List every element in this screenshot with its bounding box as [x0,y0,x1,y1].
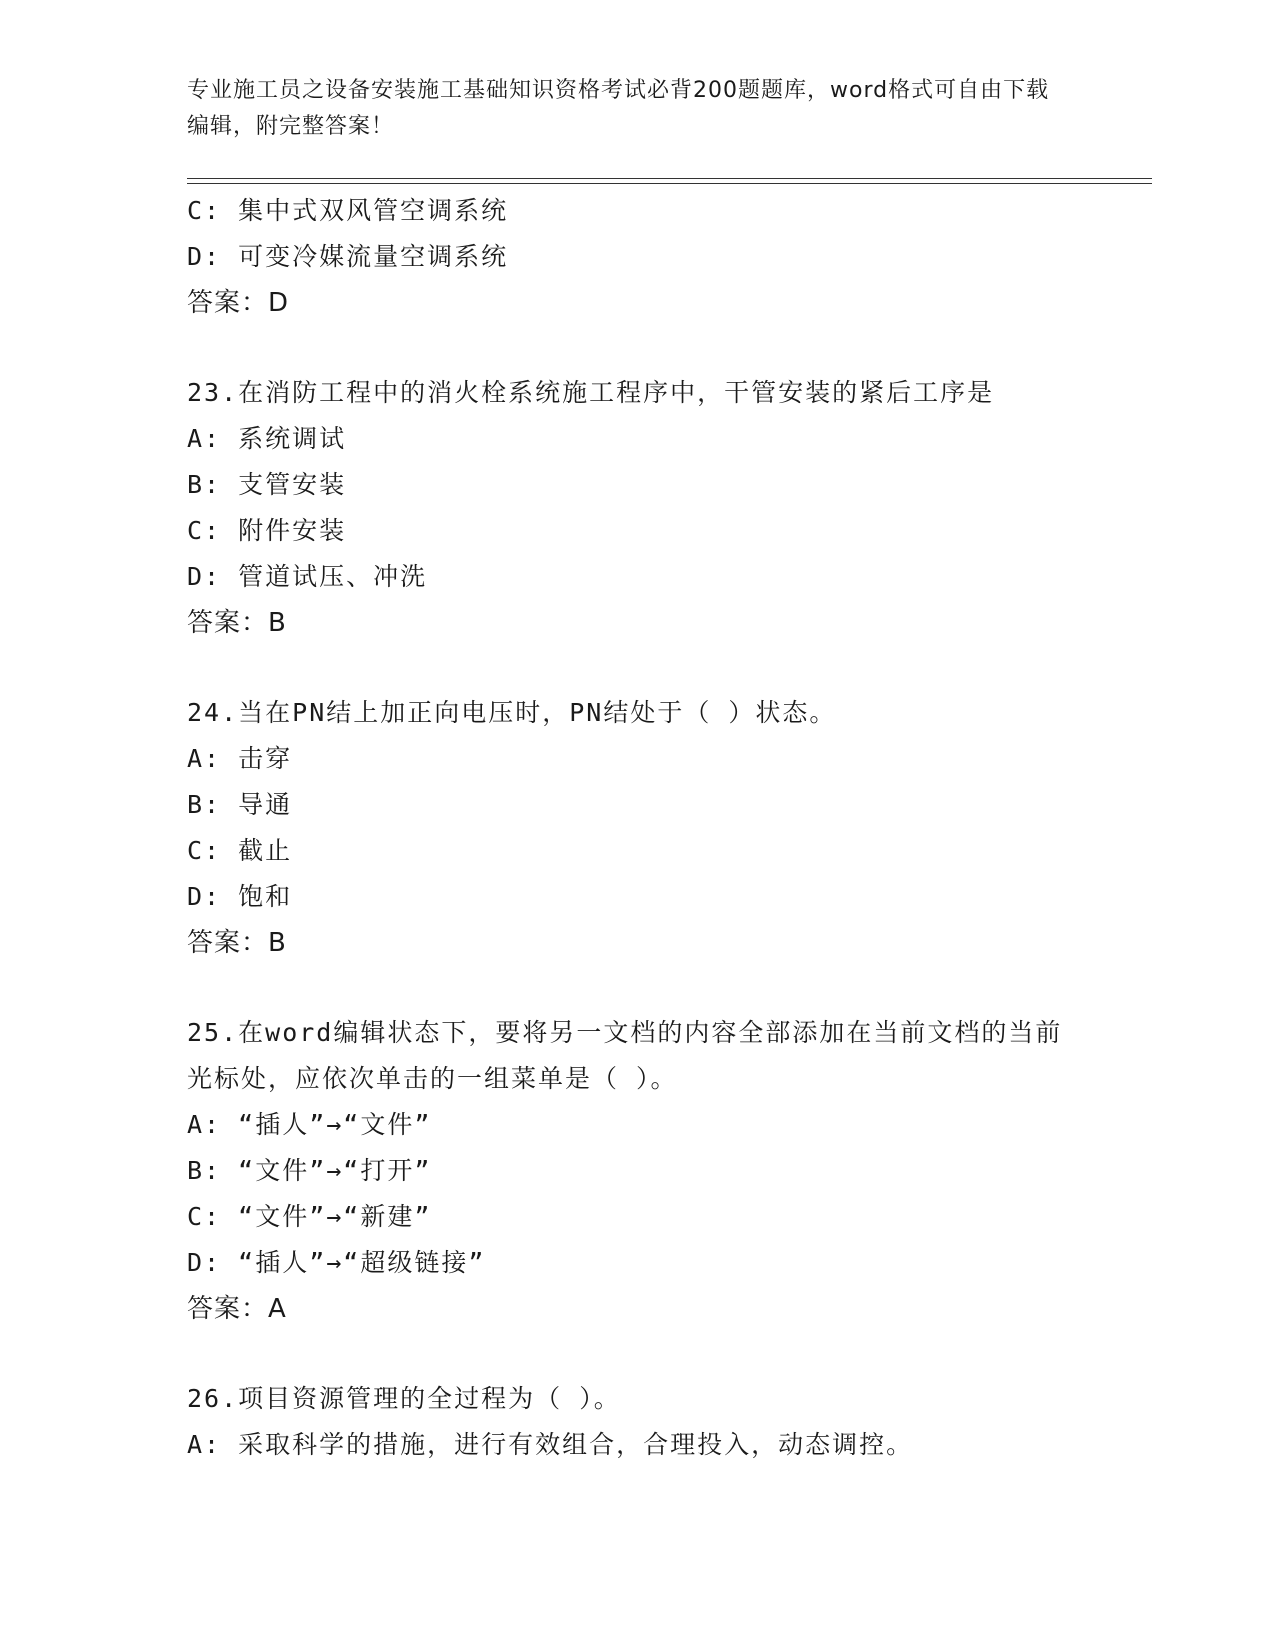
question-list [187,188,1127,1468]
question-item [187,1376,1127,1468]
answer-line: 答案：D [187,288,290,318]
option-a: A: 采取科学的措施，进行有效组合，合理投入，动态调控。 [187,1430,914,1459]
question-fragment [187,188,1127,326]
question-item [187,370,1127,646]
answer-line: 答案：B [187,608,287,638]
question-stem: 26.项目资源管理的全过程为（ ）。 [187,1384,621,1413]
question-item [187,690,1127,966]
option-d: D: 饱和 [187,882,293,911]
option-a: A: “插人”→“文件” [187,1110,432,1139]
question-stem: 25.在word编辑状态下，要将另一文档的内容全部添加在当前文档的当前光标处，应依次单击的一组菜单是（ ）。 [187,1018,1063,1093]
option-c: C: “文件”→“新建” [187,1202,432,1231]
answer-line: 答案：B [187,928,287,958]
header-divider-top [187,178,1152,179]
option-d: D: 可变冷媒流量空调系统 [187,242,509,271]
option-d: D: 管道试压、冲洗 [187,562,428,591]
option-c: C: 附件安装 [187,516,347,545]
answer-line: 答案：A [187,1294,287,1324]
question-item [187,1010,1127,1332]
header-divider-bottom [187,183,1152,184]
question-stem: 24.当在PN结上加正向电压时，PN结处于（ ）状态。 [187,698,837,727]
option-a: A: 击穿 [187,744,293,773]
option-c: C: 集中式双风管空调系统 [187,196,509,225]
option-d: D: “插人”→“超级链接” [187,1248,486,1277]
option-b: B: “文件”→“打开” [187,1156,432,1185]
option-c: C: 截止 [187,836,293,865]
option-a: A: 系统调试 [187,424,347,453]
option-b: B: 支管安装 [187,470,347,499]
question-stem: 23.在消防工程中的消火栓系统施工程序中，干管安装的紧后工序是 [187,378,995,407]
option-b: B: 导通 [187,790,293,819]
document-header: 专业施工员之设备安装施工基础知识资格考试必背200题题库，word格式可自由下载编辑，附完整答案！ [187,78,1050,139]
